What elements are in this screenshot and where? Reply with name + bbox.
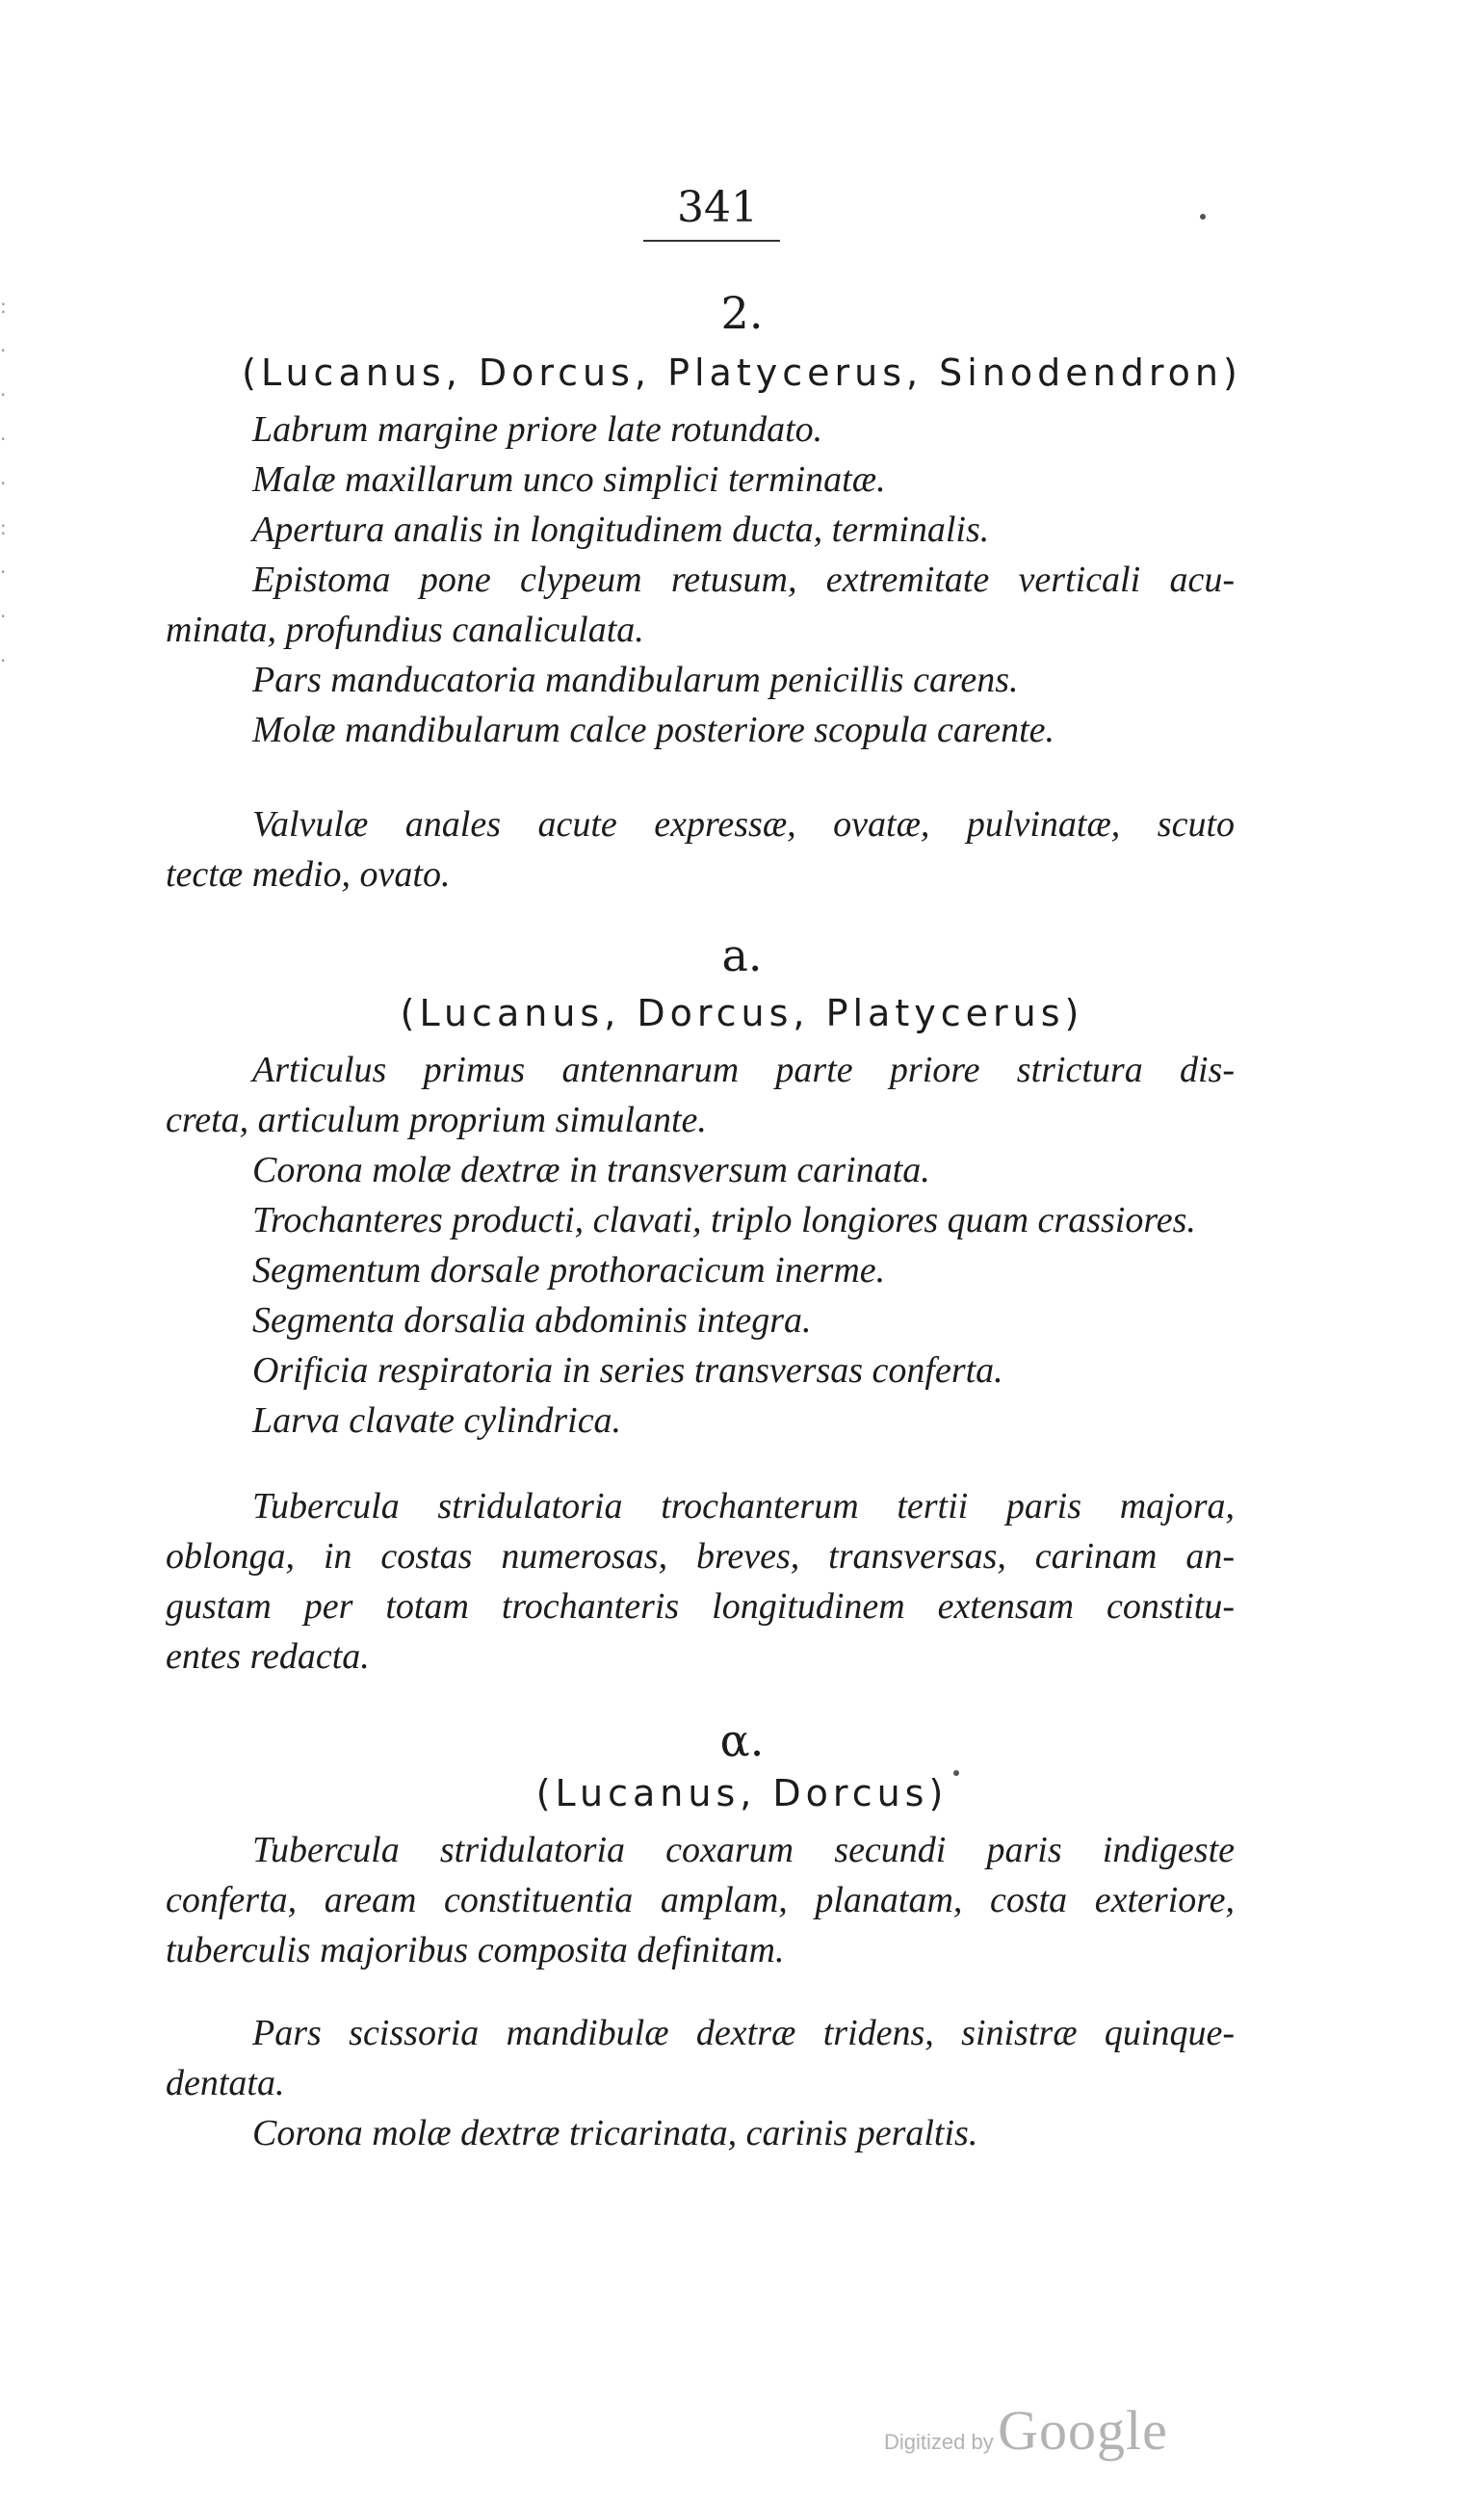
- section-2-note: [166, 799, 1235, 900]
- section-number-a: a.: [721, 929, 763, 981]
- text-line: Corona molæ dextræ in transversum carinata.: [252, 1150, 930, 1190]
- digitized-by-watermark: [884, 2398, 1168, 2463]
- margin-mark: :: [0, 516, 7, 539]
- text-line: tectæ medio, ovato.: [166, 854, 451, 895]
- text-line: oblonga, in costas numerosas, breves, transversas, carinam an-: [166, 1536, 1235, 1577]
- text-line: creta, articulum proprium simulante.: [166, 1100, 707, 1140]
- text-line: Segmenta dorsalia abdominis integra.: [252, 1300, 812, 1341]
- text-line: minata, profundius canaliculata.: [166, 610, 644, 650]
- text-line: Valvulæ anales acute expressæ, ovatæ, pulvinatæ, scuto: [252, 804, 1235, 845]
- text-line: gustam per totam trochanteris longitudinem extensam constitu-: [166, 1586, 1235, 1627]
- section-taxa-2: (Lucanus, Dorcus, Platycerus, Sinodendron): [242, 352, 1242, 394]
- text-line: dentata.: [166, 2063, 285, 2103]
- section-a-characters: [166, 1045, 1235, 1446]
- text-line: tuberculis majoribus composita definitam.: [166, 1930, 785, 1970]
- section-taxa-a: (Lucanus, Dorcus, Platycerus): [400, 992, 1084, 1034]
- text-line: conferta, aream constituentia amplam, planatam, costa exteriore,: [166, 1880, 1235, 1920]
- text-line: Corona molæ dextræ tricarinata, carinis peraltis.: [252, 2113, 978, 2153]
- text-line: Malæ maxillarum unco simplici terminatæ.: [252, 459, 886, 500]
- text-line: Labrum margine priore late rotundato.: [252, 409, 823, 450]
- margin-mark: ·: [0, 605, 7, 628]
- margin-mark: :: [0, 295, 7, 318]
- text-line: Pars manducatoria mandibularum penicillis carens.: [252, 660, 1019, 700]
- text-line: Apertura analis in longitudinem ducta, terminalis.: [252, 509, 990, 550]
- text-line: Trochanteres producti, clavati, triplo longiores quam crassiores.: [252, 1200, 1196, 1240]
- text-line: entes redacta.: [166, 1636, 370, 1677]
- google-logo: Google: [998, 2399, 1168, 2462]
- margin-mark: ·: [0, 383, 7, 406]
- margin-mark: ·: [0, 561, 7, 584]
- watermark-prefix: Digitized by: [884, 2430, 994, 2454]
- section-alpha-characters: [166, 1825, 1235, 1975]
- margin-mark: ·: [0, 339, 7, 362]
- margin-mark: ·: [0, 649, 7, 672]
- text-line: Pars scissoria mandibulæ dextræ tridens, sinistræ quinque-: [252, 2013, 1235, 2053]
- margin-marks: [0, 284, 29, 683]
- section-alpha-note: [166, 2008, 1235, 2158]
- section-a-note: [166, 1481, 1235, 1682]
- margin-mark: ·: [0, 428, 7, 451]
- stray-dot: [1200, 214, 1206, 220]
- margin-mark: ·: [0, 472, 7, 495]
- text-line: Larva clavate cylindrica.: [252, 1400, 622, 1441]
- text-line: Epistoma pone clypeum retusum, extremitate verticali acu-: [252, 560, 1235, 600]
- text-line: Tubercula stridulatoria coxarum secundi paris indigeste: [252, 1830, 1235, 1870]
- page-number-rule: [643, 240, 780, 242]
- page-number: 341: [677, 183, 758, 232]
- text-line: Articulus primus antennarum parte priore strictura dis-: [252, 1050, 1235, 1090]
- section-number-alpha: α.: [719, 1714, 765, 1766]
- section-2-characters: [166, 404, 1235, 755]
- section-number-2: 2.: [720, 287, 764, 339]
- text-line: Segmentum dorsale prothoracicum inerme.: [252, 1250, 886, 1291]
- text-line: Tubercula stridulatoria trochanterum tertii paris majora,: [252, 1486, 1235, 1526]
- stray-dot: [953, 1770, 959, 1776]
- section-taxa-alpha: (Lucanus, Dorcus): [535, 1772, 949, 1814]
- text-line: Orificia respiratoria in series transversas conferta.: [252, 1350, 1003, 1391]
- text-line: Molæ mandibularum calce posteriore scopula carente.: [252, 710, 1055, 750]
